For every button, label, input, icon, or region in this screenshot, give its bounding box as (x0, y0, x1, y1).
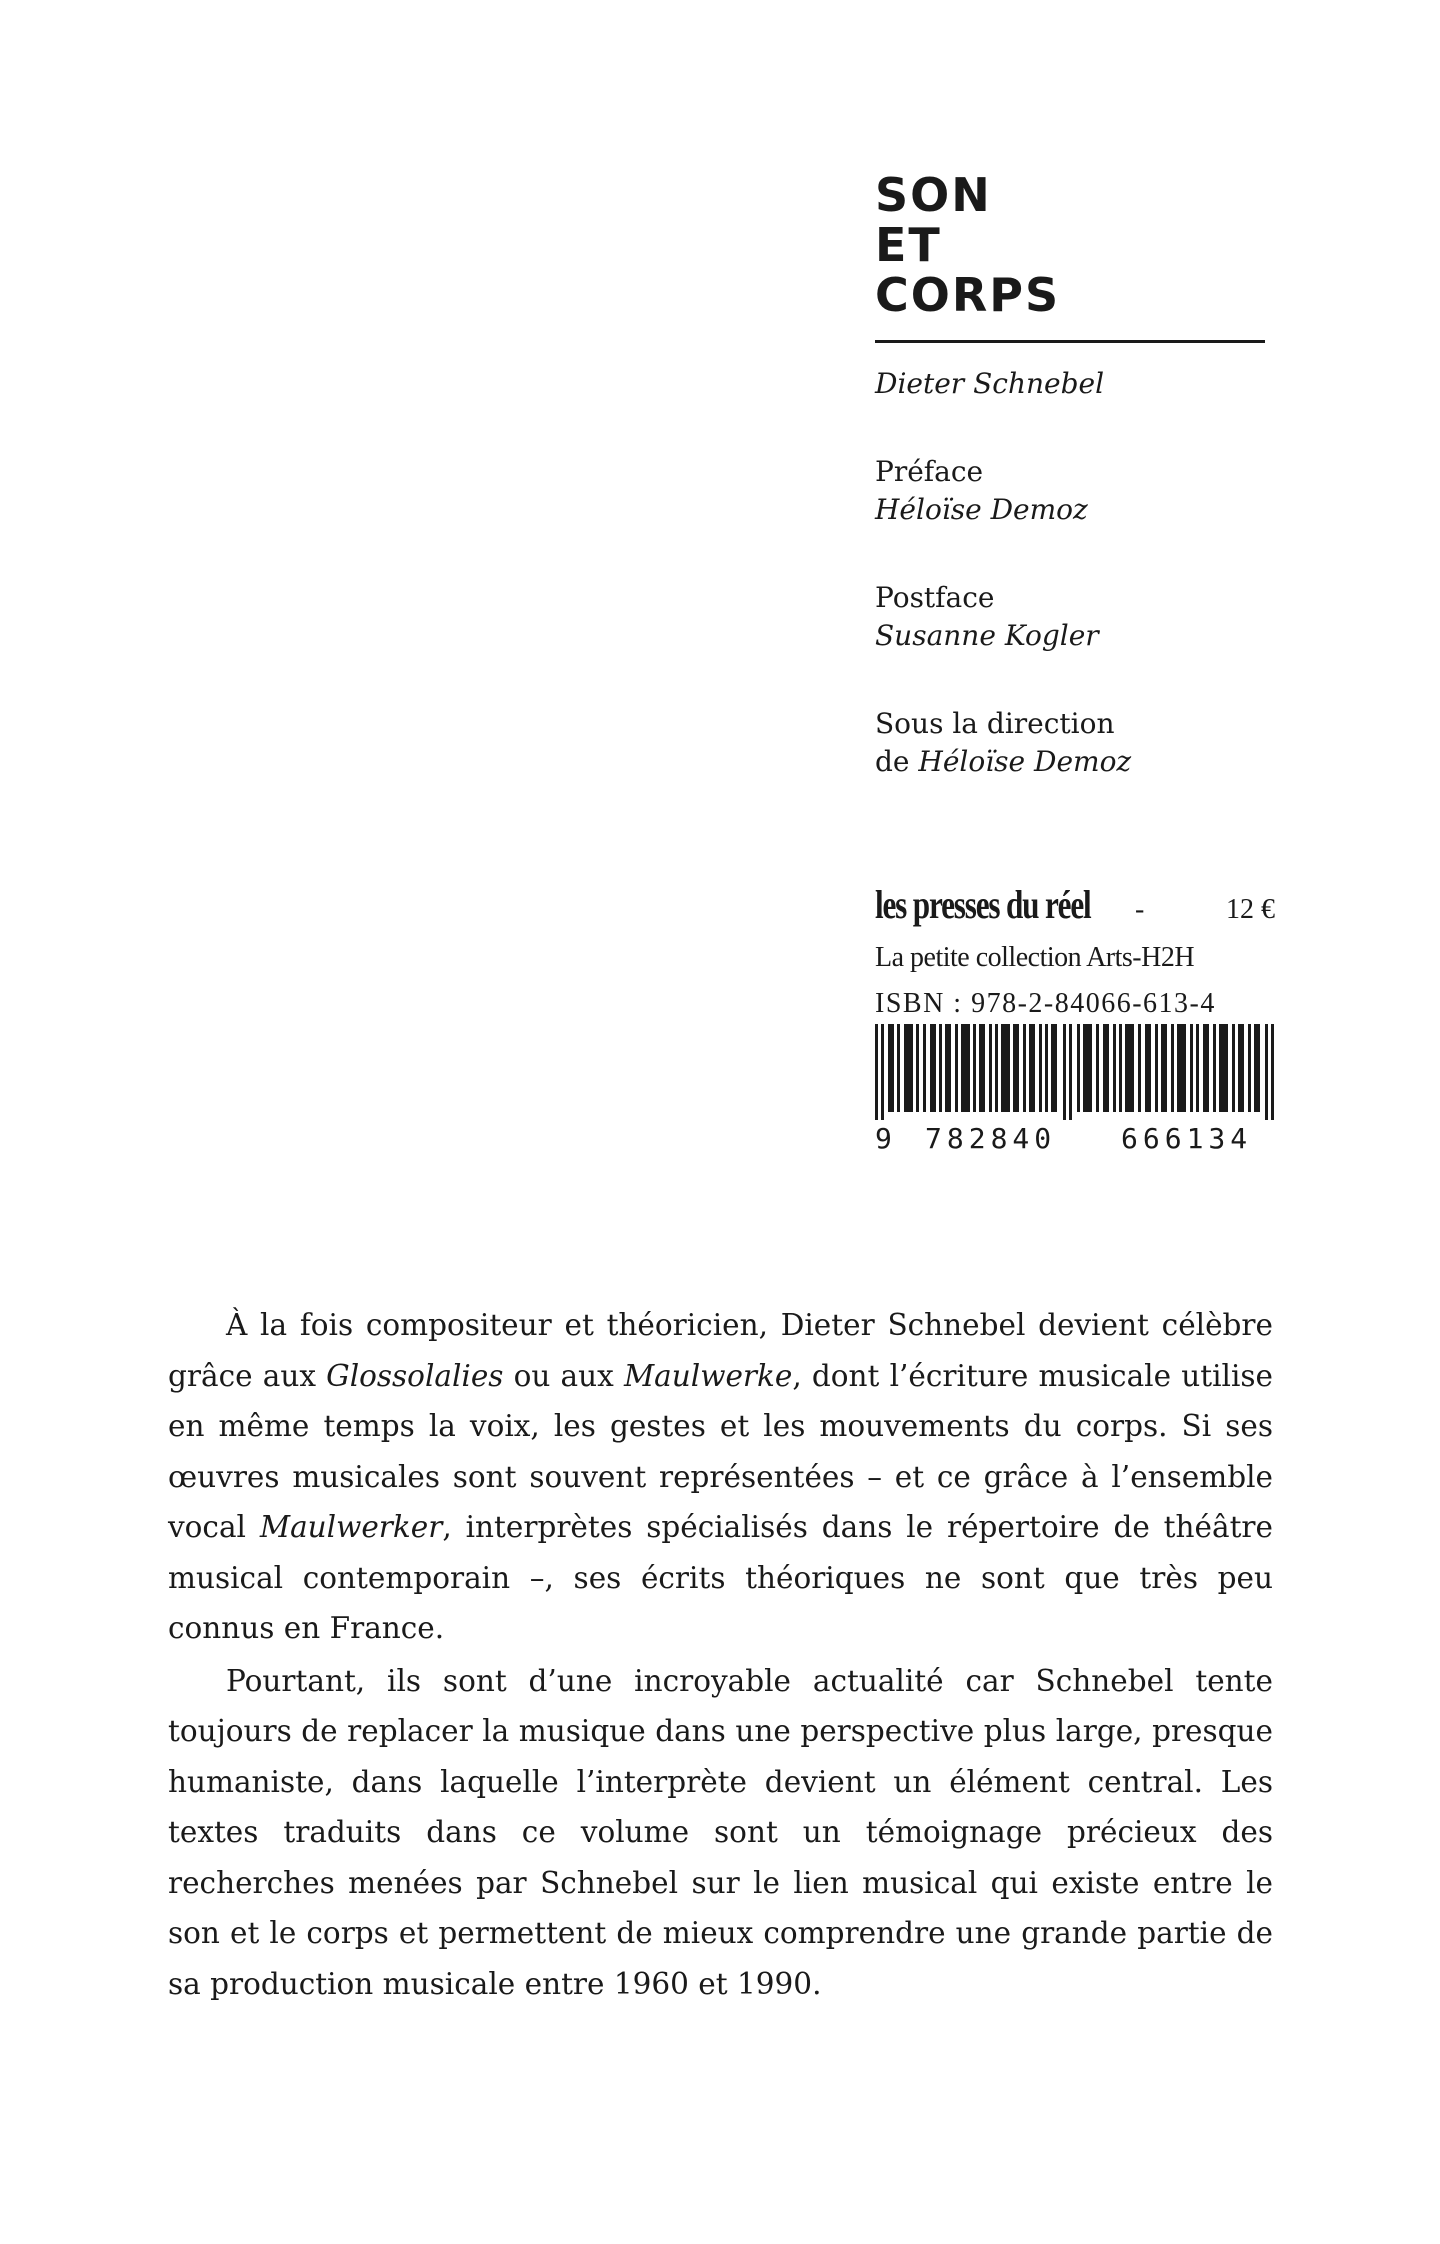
separator: - (1135, 894, 1145, 925)
publisher-logo: les presses du réel (875, 882, 1091, 927)
barcode-bars (875, 1024, 1275, 1120)
price: 12 € (1226, 894, 1275, 925)
book-title (875, 170, 1275, 320)
barcode (875, 1024, 1275, 1155)
publisher-row (875, 881, 1275, 928)
blurb-paragraph-1 (168, 1300, 1273, 1654)
p1-part-d: , interprètes spécialisés dans le répertoire de théâtre musical contemporain –, ses écrits théoriques ne sont que très peu connus en France. (168, 1510, 1273, 1645)
preface-credit (875, 453, 1275, 529)
postface-name: Susanne Kogler (875, 619, 1099, 652)
p1-title-maulwerke: Maulwerke (623, 1358, 793, 1393)
barcode-graphic (875, 1024, 1275, 1120)
direction-prefix: de (875, 745, 919, 778)
postface-label: Postface (875, 581, 995, 614)
direction-credit (875, 705, 1275, 781)
title-line-1: SON (875, 168, 992, 222)
barcode-group-2: 666134 (1121, 1122, 1253, 1155)
direction-name: Héloïse Demoz (918, 745, 1132, 778)
preface-name: Héloïse Demoz (875, 493, 1088, 526)
blurb (168, 1300, 1273, 2011)
direction-label: Sous la direction (875, 707, 1115, 740)
preface-label: Préface (875, 455, 984, 488)
p1-part-c: , dont l’écriture musicale utilise en même temps la voix, les gestes et les mouvements du corps. Si ses œuvres musicales sont souvent représentées – et ce grâce à l’ensemble vocal (168, 1358, 1273, 1544)
collection-name: La petite collection Arts-H2H (875, 942, 1195, 973)
blurb-paragraph-2: Pourtant, ils sont d’une incroyable actualité car Schnebel tente toujours de replacer la musique dans une perspective plus large, presque humaniste, dans laquelle l’interprète devient un élément central. Les textes traduits dans ce volume sont un témoignage précieux des recherches menées par Schnebel sur le lien musical qui existe entre le son et le corps et permettent de mieux comprendre une grande partie de sa production musicale entre 1960 et 1990. (168, 1663, 1273, 2001)
isbn: ISBN : 978-2-84066-613-4 (875, 988, 1216, 1019)
postface-credit (875, 579, 1275, 655)
direction-line (875, 743, 1275, 781)
barcode-digits (875, 1122, 1275, 1155)
p1-title-glossolalies: Glossolalies (326, 1358, 504, 1393)
back-cover-info (875, 170, 1275, 1155)
p1-part-b: ou aux (503, 1358, 624, 1393)
barcode-first-digit: 9 (875, 1122, 892, 1155)
title-line-3: CORPS (875, 268, 1061, 322)
barcode-stripes (875, 1024, 1274, 1120)
p1-part-a: À la fois compositeur et théoricien, Dieter Schnebel devient célèbre grâce aux (168, 1308, 1273, 1393)
barcode-group-1: 782840 (925, 1122, 1057, 1155)
p1-ensemble-maulwerker: Maulwerker (259, 1510, 443, 1544)
author-name: Dieter Schnebel (875, 367, 1105, 400)
title-divider (875, 340, 1265, 343)
title-line-2: ET (875, 218, 942, 272)
